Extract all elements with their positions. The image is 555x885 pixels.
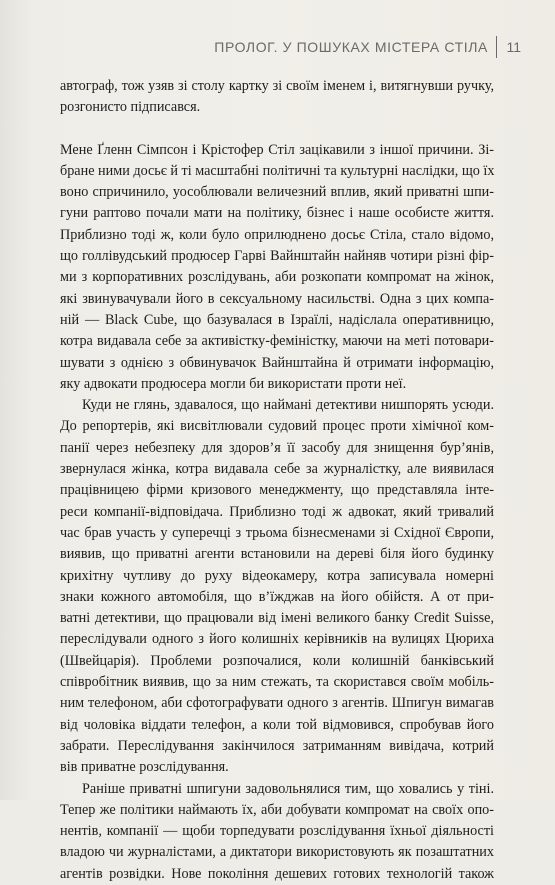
text-line: які звинувачували його в сексуальному насильстві. Одна з цих компа-: [60, 290, 494, 307]
text-line: ним телефоном, аби сфотографувати одного з агентів. Шпигун вимагав: [60, 695, 494, 712]
text-line: панії через небезпеку для здоров’я її засобу для знищення бур’янів,: [60, 439, 494, 456]
text-line: яку адвокати продюсера могли би використати проти неї.: [60, 375, 407, 392]
paragraph-1: [60, 76, 494, 119]
text-line: вів приватне розслідування.: [60, 759, 229, 776]
running-title: ПРОЛОГ. У ПОШУКАХ МІСТЕРА СТІЛА: [214, 39, 488, 55]
text-line: що голлівудський продюсер Гарві Вайнштайн найняв чотири різні фір-: [60, 248, 494, 265]
text-line: час брав участь у суперечці з трьома бізнесменами зі Східної Європи,: [60, 524, 494, 541]
text-line: знаки кожного автомобіля, що в’їжджав на його обійстя. А от при-: [60, 588, 494, 605]
text-line: (Швейцарія). Проблеми розпочалися, коли колишній банківський: [60, 652, 494, 669]
text-line: Куди не глянь, здавалося, що наймані детективи нишпорять усюди.: [82, 397, 494, 414]
text-line: шувати з однією з обвинувачок Вайнштайна й отримати інформацію,: [60, 354, 494, 371]
text-line: воно спричинило, уособлювали величезний вплив, який приватні шпи-: [60, 184, 494, 201]
text-line: працівницею фірми кризового менеджменту, що представляла інте-: [60, 482, 494, 499]
text-line: виявив, що приватні агенти встановили на дереві біля його будинку: [60, 546, 494, 563]
text-line: співробітник виявив, що за ним стежать, та скористався своїм мобіль-: [60, 674, 494, 691]
text-line: автограф, тож узяв зі столу картку зі своїм іменем і, витягнувши ручку,: [60, 78, 494, 94]
text-line: Тепер же політики наймають їх, аби добувати компромат на своїх опо-: [60, 801, 494, 818]
text-line: звернулася жінка, котра видавала себе за журналістку, але виявилася: [60, 461, 494, 478]
text-line: Раніше приватні шпигуни задовольнялися тим, що ховались у тіні.: [82, 780, 494, 797]
text-line: агентів розвідки. Нове покоління дешевих готових технологій також: [60, 865, 494, 882]
text-line: До репортерів, які висвітлювали судовий процес проти хімічної ком-: [60, 418, 494, 435]
text-line: крихітну чутливу до руху відеокамеру, котра записувала номерні: [60, 567, 494, 584]
text-line: бране ними досьє й ті масштабні політичні та культурні наслідки, що їх: [60, 162, 495, 179]
text-line: реси компанії-відповідача. Приблизно тоді ж адвокат, який тривалий: [60, 503, 494, 520]
paragraph-4: [60, 779, 494, 885]
text-line: гуни раптово почали мати на політику, бізнес і наше особисте життя.: [60, 205, 494, 222]
paragraph-3: [60, 395, 494, 778]
text-line: розгонисто підписався.: [60, 99, 201, 116]
text-line: владою чи журналістами, а диктатори використовують як позаштатних: [60, 844, 494, 861]
text-line: переслідували одного з його колишніх керівників на вулицях Цюриха: [60, 631, 494, 648]
header-divider: [496, 36, 498, 58]
text-line: котра видавала себе за активістку-феміністку, маючи на меті потовари-: [60, 333, 494, 350]
body-text: [60, 76, 494, 885]
paragraph-2: [60, 140, 494, 396]
text-line: нентів, компанії — щоби торпедувати розслідування їхньої діяльності: [60, 823, 494, 840]
running-header: [214, 36, 521, 58]
text-line: ми з корпоративних розслідувань, аби розкопати компромат на жінок,: [60, 269, 494, 286]
text-line: забрати. Переслідування закінчилося затриманням вивідача, котрий: [60, 737, 494, 754]
text-line: від чоловіка віддати телефон, а коли той відмовився, спробував його: [60, 716, 494, 733]
text-line: ватні детективи, що працювали від імені великого банку Credit Suisse,: [60, 610, 494, 627]
page-number: 11: [506, 39, 521, 55]
text-line: ній — Black Cube, що базувалася в Ізраїлі, надіслала оперативницю,: [60, 311, 494, 328]
text-line: Мене Ґленн Сімпсон і Крістофер Стіл зацікавили з іншої причини. Зі-: [60, 141, 494, 158]
text-line: Приблизно тоді ж, коли було оприлюднено досьє Стіла, стало відомо,: [60, 226, 494, 243]
